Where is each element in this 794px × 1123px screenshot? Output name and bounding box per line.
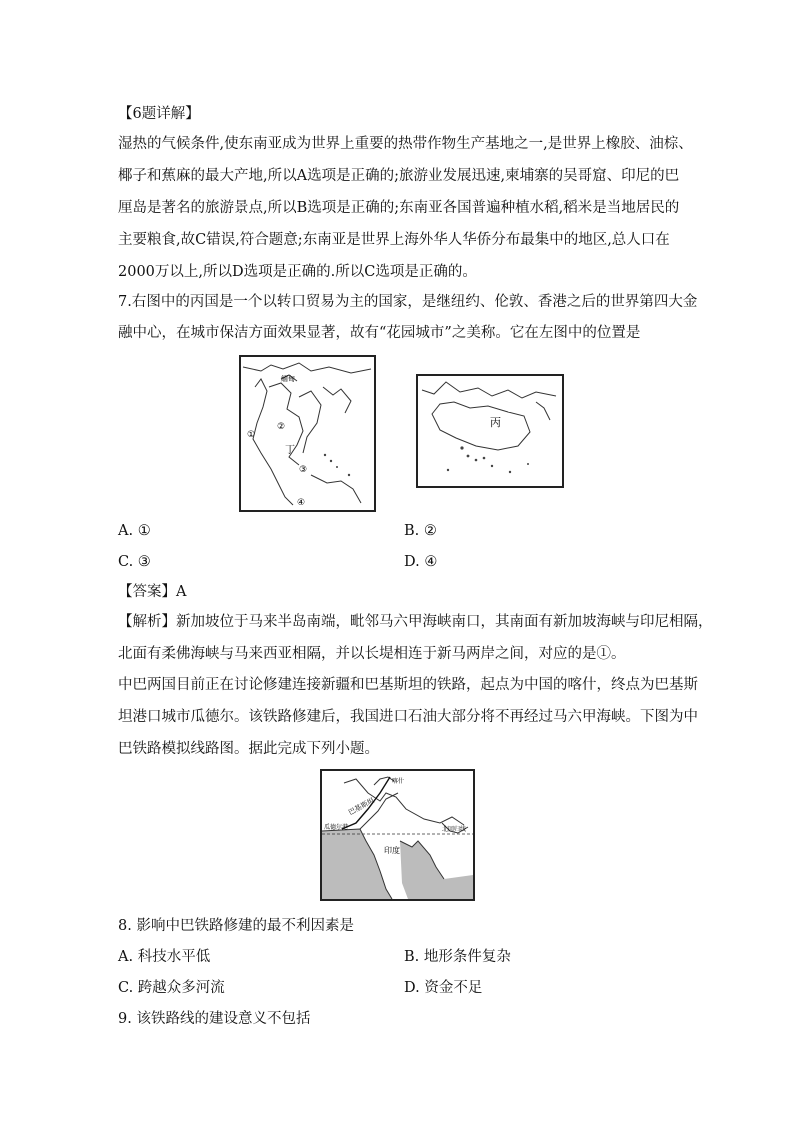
- map-label-bing: 丙: [490, 416, 501, 429]
- q6-line-1: 湿热的气候条件,使东南亚成为世界上重要的热带作物生产基地之一,是世界上橡胶、油棕、: [118, 136, 693, 152]
- map-marker-2: ②: [277, 422, 286, 432]
- map-label-kashgar: 喀什: [392, 778, 405, 785]
- map-marker-3: ③: [299, 465, 308, 475]
- q8-option-d[interactable]: D. 资金不足: [404, 980, 483, 996]
- q8-option-a[interactable]: A. 科技水平低: [118, 949, 211, 965]
- q6-line-4: 主要粮食,故C错误,符合题意;东南亚是世界上海外华人华侨分布最集中的地区,总人口在: [118, 232, 670, 248]
- map-marker-4: ④: [297, 498, 306, 508]
- q6-line-5: 2000万以上,所以D选项是正确的.所以C选项是正确的。: [118, 264, 477, 280]
- analysis-text-1: 新加坡位于马来半岛南端，毗邻马六甲海峡南口，其南面有新加坡海峡与印尼相隔，: [176, 614, 713, 630]
- q6-line-2: 椰子和蕉麻的最大产地,所以A选项是正确的;旅游业发展迅速,柬埔寨的吴哥窟、印尼的巴: [118, 168, 680, 184]
- map-label-india: 印度: [384, 846, 400, 855]
- intro-line-1: 中巴两国目前正在讨论修建连接新疆和巴基斯坦的铁路，起点为中国的喀什，终点为巴基斯: [118, 677, 698, 693]
- southeast-asia-map: [239, 355, 376, 512]
- q7-option-a[interactable]: A. ①: [118, 523, 151, 539]
- q7-answer: 【答案】A: [118, 584, 187, 600]
- intro-line-2: 坦港口城市瓜德尔。该铁路修建后，我国进口石油大部分将不再经过马六甲海峡。下图为中: [118, 709, 698, 725]
- q6-heading: 【6题详解】: [118, 106, 200, 122]
- map-marker-1: ①: [247, 430, 256, 440]
- china-pakistan-railway-map: [320, 769, 475, 901]
- q8-stem: 8. 影响中巴铁路修建的最不利因素是: [118, 918, 354, 934]
- q7-stem-line-2: 融中心，在城市保洁方面效果显著，故有“花园城市”之美称。它在左图中的位置是: [118, 325, 641, 341]
- q8-option-b[interactable]: B. 地形条件复杂: [404, 949, 511, 965]
- map-label-pakistan: 巴基斯坦: [347, 796, 376, 817]
- map-label-tropic-of-cancer: 北回归线: [442, 826, 467, 833]
- analysis-label: 【解析】: [118, 614, 176, 630]
- map-label-gwadar: 瓜德尔港: [324, 824, 349, 831]
- map-label-ding: 丁: [285, 445, 295, 456]
- q6-line-3: 厘岛是著名的旅游景点,所以B选项是正确的;东南亚各国普遍种植水稻,稻米是当地居民的: [118, 200, 680, 216]
- q7-option-d[interactable]: D. ④: [404, 554, 438, 570]
- q7-analysis-line-1: [118, 613, 713, 631]
- q7-analysis-line-2: 北面有柔佛海峡与马来西亚相隔，并以长堤相连于新马两岸之间，对应的是①。: [118, 646, 626, 662]
- q8-option-c[interactable]: C. 跨越众多河流: [118, 980, 225, 996]
- intro-line-3: 巴铁路模拟线路图。据此完成下列小题。: [118, 741, 379, 757]
- map-label-myanmar: 缅甸: [281, 375, 295, 383]
- q9-stem: 9. 该铁路线的建设意义不包括: [118, 1011, 311, 1027]
- q7-option-b[interactable]: B. ②: [404, 523, 437, 539]
- q7-stem-line-1: 7.右图中的丙国是一个以转口贸易为主的国家，是继纽约、伦敦、香港之后的世界第四大金: [118, 294, 698, 310]
- q7-option-c[interactable]: C. ③: [118, 554, 151, 570]
- singapore-map: [416, 374, 564, 488]
